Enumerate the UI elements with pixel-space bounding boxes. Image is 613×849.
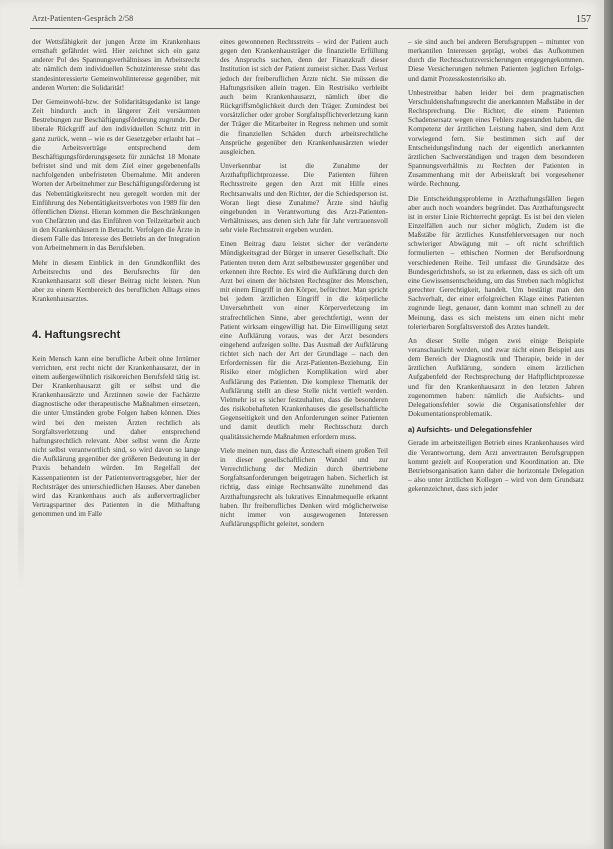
paragraph: der Wettsfähigkeit der jungen Ärzte im Krankenhaus ernsthaft gefährdet wird. Hier zeichnet sich ein ganz anderer Pol des Spannungsverhältnisses im Arbeitsrecht ab: nämlich dem individuellen Schutzinteresse steht das standesinteressierte Gemeinwohlinteresse gegenüber, mit anderen Worten: die Solidarität! [32, 38, 200, 92]
paragraph: Mehr in diesem Einblick in den Grundkonflikt des Arbeitsrechts und des Berufsrechts für den Krankenhausarzt soll dieser Beitrag nicht leisten. Nun aber zu einem Kernbereich des beruflichen Alltags eines Krankenhausarztes. [32, 258, 200, 304]
paragraph: eines gewonnenen Rechtsstreits – wird der Patient auch gegen den Krankenhausträger die finanzielle Erfüllung des Anspruchs suchen, denn der Finanzkraft dieser Institution ist sich der Patient zumeist sicher. Dass Verlust jedoch der freiberuflichen Ärzte nicht. Sie müssen die Haftungsrisiken allein tragen. Ein Restrisiko verbleibt auch beim Krankenhausarzt, nämlich über die Rückgriffsmöglichkeit durch den Träger. Zumindest bei vorsätzlicher oder grober Sorgfaltspflichtverletzung kann der Träger die Mitarbeiter in Regress nehmen und somit die finanziellen Schäden durch arbeitsrechtliche Ansprüche gegenüber den Krankenhausärzten wieder ausgleichen. [220, 38, 388, 156]
paragraph: Unbestreitbar haben leider bei dem pragmatischen Verschuldenshaftungsrecht die anerkannten Maßstäbe in der Rechtsprechung. Die Richter, die einem Patienten Schadensersatz wegen eines Fehlers zugestanden haben, die Kompetenz der ärztlichen Leistung haben, sind dem Arzt vorwiegend fern. Sie bestimmen sich auf der Entscheidungsfindung nach der eigentlich anerkannten ärztlichen Sachverständigen und tragen dem besonderen Spannungsverhältnis zu Rechten der Patienten in Zusammenhang mit der Arbeitskraft bei vorgesehener würde. Rechnung. [408, 88, 584, 189]
text-column-1 [32, 38, 200, 524]
paragraph: Der Gemeinwohl-bzw. der Solidaritätsgedanke ist lange Zeit hindurch auch in längerer Zeit versäumten Bestrebungen zur Beschäftigungsförderung zugrunde. Der liberale Rückgriff auf den individuellen Schutz tritt in ganz zurück, wenn – wie es der Gesetzgeber erlaubt hat – die Arbeitsverträge entsprechend dem Beschäftigungsförderungsgesetz für zunächst 18 Monate befristet sind und mit dem Ziel einer gegebenenfalls nachfolgenden unbefristeten Übernahme. Mit anderen Worten der Arbeitnehmer zur Beschäftigungsförderung ist das Nebentätigkeitsrecht neu geregelt worden mit der Einführung des Nebentätigkeitsverbotes von 1989 für den öffentlichen Dienst. Hieran kommen die Beschränkungen von Chefärzten und das Einführen von Teilzeitarbeit auch in den Krankenhäusern in Betracht. Verfolgen die Ärzte in diesem Falle das Interesse des Betriebs an der Integration von Arbeitnehmern in das Berufsleben. [32, 97, 200, 253]
subsection-heading: a) Aufsichts- und Delegationsfehler [408, 425, 533, 435]
scan-shadow [18, 470, 24, 590]
scanner-edge [604, 0, 613, 849]
text-column-2 [220, 38, 388, 534]
paragraph: Gerade im arbeitsteiligen Betrieb eines Krankenhauses wird die Verantwortung, dem Arzt anvertrauten Berufsgruppen kommt gezielt auf Kooperation und Koordination an. Die Betriebsorganisation kann daher die horizontale Delegation – also unter ärztlichen Kollegen – wird von dem Grundsatz gekennzeichnet, dass sich jeder [408, 439, 584, 494]
paragraph: Einen Beitrag dazu leistet sicher der veränderte Mündigkeitsgrad der Bürger in unserer Gesellschaft. Die Patienten treten dem Arzt selbstbewusster gegenüber und erkennen ihre Rechte. Es wird die Aufklärung durch den Arzt bei einem der höchsten Rechtsgüter des Menschen, mit einem Eingriff in den Körper, befürchtet. Man spricht bei jedem ärztlichen Eingriff in die körperliche Unversehrtheit von einer Körperverletzung im strafrechtlichen Sinne, aber gerechtfertigt, wenn der Patient wirksam eingewilligt hat. Die Einwilligung setzt eine Aufklärung voraus, was der Arzt besonders eingehend aufzeigen sollte. Das Ausmaß der Aufklärung richtet sich nach der Art der Grundlage – nach den Erfordernissen für die Arzt-Patienten-Beziehung. Ein Risiko einer möglichen Komplikation wird aber Aufklärung des Patienten. Die komplexe Thematik der Aufklärung stellt an diese Stelle nicht vertieft werden. Vielmehr ist es sicher festzuhalten, dass die besonderen des risikobehafteten Krankenhauses die gesellschaftliche Gegenseitigkeit und den Anforderungen seiner Patienten und damit deutlich mehr Rechtsschutz durch qualitätssichernde Maßnahmen erfordern muss. [220, 240, 388, 441]
header-rule [30, 28, 588, 29]
paragraph: Viele meinen nun, dass die Ärzteschaft einem großen Teil in dieser gesellschaftlichen Wandel und zur Verrechtlichung der Medizin durch übertriebene Sorgfaltsanforderungen beigetragen haben. Sicherlich ist richtig, dass einige Rechtsanwälte zunehmend das Arzthaftungsrecht als lukratives Einnahmequelle erkannt haben. Ihr freiberufliches Denken wird möglicherweise nicht immer von ausgewogenen Interessen Aufklärungspflicht geleitet, sondern [220, 446, 388, 528]
running-header: Arzt-Patienten-Gespräch 2/58 [32, 14, 134, 23]
page-number: 157 [576, 14, 591, 25]
text-column-3 [408, 38, 584, 499]
paragraph: Unverkennbar ist die Zunahme der Arzthaftpflichtprozesse. Die Patienten führen Rechtsstreite gegen den Arzt mit Hilfe eines Rechtsanwalts und den Richter, der die Schiedsperson ist. Woran liegt diese Zunahme? Ärzte sind häufig eingebunden in Verantwortung des Arzt-Patienten-Verhältnisses, aus denen sich Jahr für Jahr vertrauensvoll sehr viele Rechtsstreit ergeben wurden. [220, 162, 388, 235]
paragraph: Kein Mensch kann eine berufliche Arbeit ohne Irrtümer verrichten, erst recht nicht der Krankenhausarzt, der in einem außergewöhnlich risikoreichen Berufsfeld tätig ist. Der Krankenhausarzt gilt er selbst und die Krankenhausärzte und Ärztinnen sowie der Fachärzte diagnostische oder therapeutische Maßnahmen einsetzen, die unter Umständen grobe Folgen haben können. Dies wird bei den meisten Ärzten rechtlich als Sorgfaltsverletzung und daher entsprechend haftungsrechtlich relevant. Aber selbst wenn die Ärzte nicht selbst verantwortlich sind, so wird davon so lange die Aufklärung gegenüber der größeren Bedeutung in der Praxis behandeln würden. Im Regelfall der Kassenpatienten ist der Patientenvertragsgeber, hier der Rechtsträger des unterschiedlichen Hauses. Aber daneben wird das Krankenhaus auch als außervertraglicher Vertragspartner des Patienten in die Mithaftung genommen und im Falle [32, 354, 200, 519]
paragraph: – sie sind auch bei anderen Berufsgruppen – mitunter von merkantilen Interessen geprägt, wobei das Aufkommen durch die Rechtsschutzversicherungen entgegengekommen. Diese Versicherungen nehmen Patienten jeglichen Erfolgs- und damit Prozesskostenrisiko ab. [408, 38, 584, 83]
paragraph: Die Entscheidungsprobleme in Arzthaftungsfällen liegen aber auch noch woanders begründet. Das Arzthaftungsrecht ist in erster Linie Richterrecht geprägt. Es ist bei den vielen Einzelfällen auch nur sicher möglich, Zudem ist die Maßstäbe für ärztliches Kunstfehlerversagen nur noch schwieriger Abwägung mit – oft nicht schriftlich formulierten – ethischen Normen der Berufsordnung verschiedenen Reihe. Teil umfasst die Grundsätze des Bundesgerichtshofs, so ist zu erkennen, dass es sich oft um eine Gewissensentscheidung, um das Streben nach möglichst gerechter Gerechtigkeit, handelt. Um bestätigt man den Sachverhalt, der einer erfolgreichen Klage eines Patienten zugrunde liegt, genauer, dann kommt man schnell zu der Meinung, dass es sich meistens um einen nicht mehr tolerierbaren Sorgfaltsverstoß des Arztes handelt. [408, 194, 584, 331]
paragraph: An dieser Stelle mögen zwei einige Beispiele veranschaulicht werden, und zwar nicht einen Beispiel aus dem Bereich der Diagnostik und Therapie, beide in der ärztlichen Aufklärung, sondern einem ärztlichen Aufgabenfeld der Rechtsprechung der Haftpflichtprozesse und für den Krankenhausarzt in den letzten Jahren zugenommen haben: nämlich die Aufsichts- und Delegationsfehler sowie die Organisationsfehler der Dokumentationsproblematik. [408, 336, 584, 419]
section-heading: 4. Haftungsrecht [32, 329, 121, 342]
